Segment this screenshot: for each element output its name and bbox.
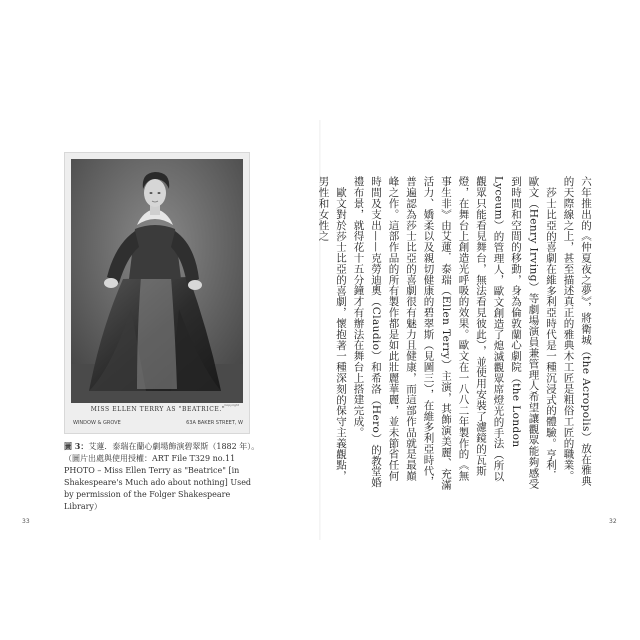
caption-label: 圖 3： bbox=[64, 441, 89, 451]
card-copyright-mark: Copyright bbox=[224, 403, 239, 407]
figure-caption bbox=[64, 440, 260, 513]
portrait-illustration bbox=[71, 159, 243, 403]
paragraph-2: 莎士比亞的喜劇在維多利亞時代是一種沉浸式的體驗。亨利．歐文（Henry Irving）等劇場演員兼管理人希望讓觀眾能夠感受到時間和空間的移動，身為倫敦蘭心劇院（the London Lyceum）的管理人，歐文創造了熄滅觀眾席燈光的手法（所以觀眾只能看見舞台，無法看見彼此），並使用安裝了濾鏡的瓦斯燈，在舞台上創造光呼吸的效果。歐文在一八八二年製作的《無事生非》由艾蓮．泰瑞（Ellen Terry）主演，其飾演美麗、充滿活力、嬌柔以及親切健康的碧翠斯（見圖三），在維多利亞時代，普遍認為莎士比亞的喜劇很有魅力且健康，而這部作品就是最巔峰之作。這部作品的所有製作都是如此壯麗華麗，並未節省任何時間及支出——克勞迪奧（Claudio）和希洛（Hero）的教堂婚禮布景，就得花十五分鐘才有辦法在舞台上搭建完成。 bbox=[352, 176, 557, 491]
page-number-right: 32 bbox=[609, 518, 617, 525]
caption-main: 艾蓮．泰瑞在蘭心劇場飾演碧翠斯（1882 年）。 bbox=[88, 442, 260, 451]
page-number-left: 33 bbox=[22, 518, 30, 525]
caption-credit: （圖片出處與使用授權：ART File T329 no.11 PHOTO – Miss Ellen Terry as "Beatrice" [in Shakespeare's Much ado about nothing] Used by permission of the Folger Shakespeare Library） bbox=[64, 454, 252, 511]
studio-address: 63A BAKER STREET, W bbox=[186, 420, 243, 426]
ellen-terry-portrait bbox=[71, 159, 243, 403]
card-title: MISS ELLEN TERRY AS "BEATRICE." bbox=[90, 406, 226, 413]
paragraph-1: 六年推出的《仲夏夜之夢》，將衛城（the Acropolis）放在雅典的天際線之上，甚至描述真正的雅典木工匠是粗俗工匠的職業。 bbox=[562, 176, 592, 487]
cabinet-photo-card bbox=[64, 152, 250, 434]
paragraph-3: 歐文對於莎士比亞的喜劇，懷抱著一種深刻的保守主義觀點，男性和女性之 bbox=[317, 176, 347, 481]
card-footer bbox=[73, 420, 243, 426]
studio-name: WINDOW & GROVE bbox=[73, 420, 121, 426]
vertical-body-text bbox=[317, 176, 594, 491]
